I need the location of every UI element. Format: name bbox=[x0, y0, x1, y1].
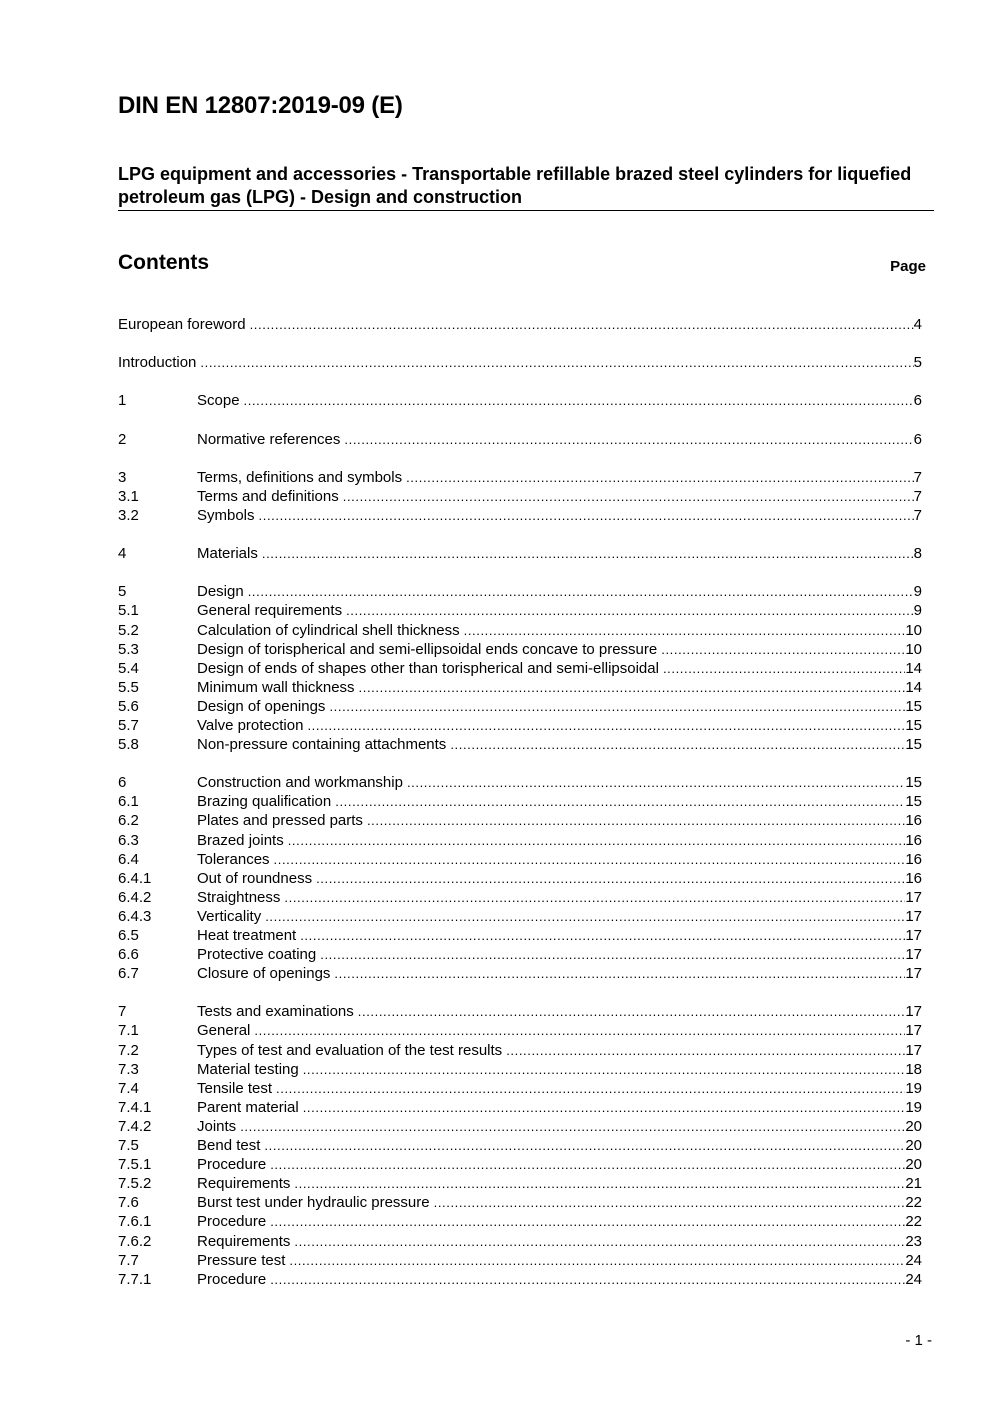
toc-entry-page: 16 bbox=[905, 812, 922, 830]
toc-entry[interactable] bbox=[118, 487, 922, 506]
toc-dot-leader bbox=[367, 811, 905, 830]
toc-entry-page: 17 bbox=[905, 888, 922, 906]
toc-dot-leader bbox=[294, 1174, 905, 1193]
toc-entry-number: 3.1 bbox=[118, 487, 139, 505]
toc-entry-number: 3.2 bbox=[118, 506, 139, 524]
toc-entry-label: Closure of openings bbox=[197, 965, 331, 983]
toc-entry[interactable] bbox=[118, 907, 922, 926]
toc-dot-leader bbox=[270, 1155, 905, 1174]
toc-group bbox=[118, 391, 922, 410]
toc-entry[interactable] bbox=[118, 1155, 922, 1174]
toc-entry-number: 6.2 bbox=[118, 812, 139, 830]
toc-entry-label: Requirements bbox=[197, 1232, 291, 1250]
toc-entry-label: Material testing bbox=[197, 1060, 299, 1078]
toc-entry-label: Introduction bbox=[118, 354, 197, 372]
toc-dot-leader bbox=[288, 831, 906, 850]
toc-entry-page: 9 bbox=[913, 602, 922, 620]
toc-group bbox=[118, 544, 922, 563]
table-of-contents bbox=[118, 315, 922, 1308]
toc-entry[interactable] bbox=[118, 1232, 922, 1251]
toc-entry[interactable] bbox=[118, 945, 922, 964]
toc-entry[interactable] bbox=[118, 1270, 922, 1289]
toc-entry[interactable] bbox=[118, 735, 922, 754]
toc-group bbox=[118, 430, 922, 449]
toc-entry-label: Design of ends of shapes other than torispherical and semi-ellipsoidal bbox=[197, 659, 659, 677]
toc-dot-leader bbox=[289, 1251, 905, 1270]
toc-entry[interactable] bbox=[118, 831, 922, 850]
toc-entry[interactable] bbox=[118, 716, 922, 735]
toc-entry-label: Procedure bbox=[197, 1270, 267, 1288]
toc-entry-number: 7.7.1 bbox=[118, 1270, 152, 1288]
toc-entry-page: 16 bbox=[905, 850, 922, 868]
toc-dot-leader bbox=[248, 582, 914, 601]
doc-title: LPG equipment and accessories - Transportable refillable brazed steel cylinders for liquefied petroleum gas (LPG) - Design and construction bbox=[118, 164, 912, 207]
toc-entry-label: Valve protection bbox=[197, 716, 304, 734]
toc-entry-number: 1 bbox=[118, 392, 127, 410]
toc-entry-page: 19 bbox=[905, 1079, 922, 1097]
toc-entry-page: 7 bbox=[913, 487, 922, 505]
toc-entry[interactable] bbox=[118, 1002, 922, 1021]
toc-dot-leader bbox=[254, 1021, 905, 1040]
toc-entry-number: 7.5 bbox=[118, 1137, 139, 1155]
toc-entry-label: European foreword bbox=[118, 316, 246, 333]
toc-entry-label: Tests and examinations bbox=[197, 1003, 354, 1021]
toc-entry-number: 7.7 bbox=[118, 1251, 139, 1269]
toc-dot-leader bbox=[359, 678, 906, 697]
toc-entry[interactable] bbox=[118, 1136, 922, 1155]
toc-entry-number: 7.4.1 bbox=[118, 1098, 152, 1116]
toc-dot-leader bbox=[240, 1117, 905, 1136]
toc-entry-label: Parent material bbox=[197, 1098, 299, 1116]
toc-entry[interactable] bbox=[118, 1021, 922, 1040]
toc-entry[interactable] bbox=[118, 869, 922, 888]
toc-dot-leader bbox=[294, 1232, 905, 1251]
toc-entry[interactable] bbox=[118, 601, 922, 620]
toc-entry-number: 7.5.1 bbox=[118, 1156, 152, 1174]
toc-entry-number: 5 bbox=[118, 583, 127, 601]
toc-entry-number: 7 bbox=[118, 1003, 127, 1021]
toc-entry-page: 18 bbox=[905, 1060, 922, 1078]
toc-entry-label: Brazed joints bbox=[197, 831, 284, 849]
toc-entry[interactable] bbox=[118, 391, 922, 410]
toc-entry-label: Symbols bbox=[197, 506, 255, 524]
toc-dot-leader bbox=[303, 1098, 906, 1117]
toc-entry-label: Tensile test bbox=[197, 1079, 273, 1097]
toc-entry-number: 5.1 bbox=[118, 602, 139, 620]
toc-entry[interactable] bbox=[118, 621, 922, 640]
toc-entry[interactable] bbox=[118, 1098, 922, 1117]
toc-dot-leader bbox=[270, 1212, 905, 1231]
toc-entry-label: Design of torispherical and semi-ellipsoidal ends concave to pressure bbox=[197, 640, 658, 658]
toc-group bbox=[118, 1002, 922, 1288]
toc-dot-leader bbox=[274, 850, 906, 869]
toc-entry-number: 7.6.1 bbox=[118, 1213, 152, 1231]
toc-dot-leader bbox=[344, 430, 913, 449]
toc-entry[interactable] bbox=[118, 678, 922, 697]
toc-entry-page: 21 bbox=[905, 1175, 922, 1193]
toc-entry-page: 14 bbox=[905, 659, 922, 677]
toc-entry[interactable] bbox=[118, 315, 922, 334]
toc-dot-leader bbox=[335, 792, 905, 811]
toc-entry-number: 6.7 bbox=[118, 965, 139, 983]
toc-group bbox=[118, 353, 922, 372]
toc-entry-label: General requirements bbox=[197, 602, 343, 620]
toc-entry[interactable] bbox=[118, 544, 922, 563]
toc-entry-page: 8 bbox=[913, 545, 922, 563]
toc-dot-leader bbox=[307, 716, 905, 735]
toc-entry-page: 23 bbox=[905, 1232, 922, 1250]
toc-dot-leader bbox=[264, 1136, 905, 1155]
toc-dot-leader bbox=[406, 468, 914, 487]
toc-entry[interactable] bbox=[118, 1079, 922, 1098]
toc-entry[interactable] bbox=[118, 926, 922, 945]
toc-entry-number: 6.4.1 bbox=[118, 869, 152, 887]
toc-entry[interactable] bbox=[118, 1041, 922, 1060]
toc-entry[interactable] bbox=[118, 353, 922, 372]
toc-dot-leader bbox=[250, 315, 914, 334]
toc-entry-page: 14 bbox=[905, 678, 922, 696]
toc-entry-label: Minimum wall thickness bbox=[197, 678, 355, 696]
toc-entry-label: Procedure bbox=[197, 1156, 267, 1174]
toc-dot-leader bbox=[276, 1079, 905, 1098]
toc-entry-label: Scope bbox=[197, 392, 240, 410]
toc-entry-label: Construction and workmanship bbox=[197, 774, 403, 792]
toc-entry-page: 6 bbox=[913, 392, 922, 410]
toc-group bbox=[118, 468, 922, 525]
contents-heading: Contents bbox=[118, 251, 209, 274]
toc-entry-number: 7.6.2 bbox=[118, 1232, 152, 1250]
toc-dot-leader bbox=[450, 735, 905, 754]
toc-entry-page: 17 bbox=[905, 946, 922, 964]
toc-entry[interactable] bbox=[118, 1251, 922, 1270]
toc-entry[interactable] bbox=[118, 430, 922, 449]
toc-entry-number: 7.4 bbox=[118, 1079, 139, 1097]
toc-dot-leader bbox=[661, 640, 905, 659]
toc-entry-label: General bbox=[197, 1022, 251, 1040]
toc-entry[interactable] bbox=[118, 811, 922, 830]
page-number: - 1 - bbox=[905, 1332, 932, 1349]
toc-dot-leader bbox=[329, 697, 905, 716]
toc-entry-label: Tolerances bbox=[197, 850, 270, 868]
toc-dot-leader bbox=[343, 487, 914, 506]
toc-entry-number: 5.3 bbox=[118, 640, 139, 658]
toc-entry[interactable] bbox=[118, 964, 922, 983]
toc-entry-label: Verticality bbox=[197, 907, 262, 925]
toc-group bbox=[118, 582, 922, 754]
page-column-heading: Page bbox=[890, 258, 926, 275]
toc-dot-leader bbox=[316, 869, 905, 888]
toc-entry-number: 6.6 bbox=[118, 946, 139, 964]
toc-dot-leader bbox=[464, 621, 906, 640]
toc-entry-number: 5.6 bbox=[118, 697, 139, 715]
toc-entry-page: 15 bbox=[905, 793, 922, 811]
toc-entry-page: 15 bbox=[905, 774, 922, 792]
toc-entry-label: Terms, definitions and symbols bbox=[197, 468, 403, 486]
toc-group bbox=[118, 315, 922, 334]
toc-dot-leader bbox=[259, 506, 914, 525]
toc-dot-leader bbox=[270, 1270, 905, 1289]
toc-entry-number: 6.4 bbox=[118, 850, 139, 868]
toc-entry-label: Protective coating bbox=[197, 946, 317, 964]
toc-entry-page: 20 bbox=[905, 1117, 922, 1135]
toc-entry-number: 2 bbox=[118, 430, 127, 448]
toc-entry-page: 17 bbox=[905, 1003, 922, 1021]
toc-entry[interactable] bbox=[118, 468, 922, 487]
toc-dot-leader bbox=[262, 544, 914, 563]
toc-entry-page: 5 bbox=[913, 354, 922, 372]
toc-entry-page: 17 bbox=[905, 1022, 922, 1040]
toc-entry-label: Out of roundness bbox=[197, 869, 313, 887]
toc-entry-label: Joints bbox=[197, 1117, 237, 1135]
toc-entry-page: 16 bbox=[905, 869, 922, 887]
toc-entry[interactable] bbox=[118, 773, 922, 792]
toc-entry[interactable] bbox=[118, 792, 922, 811]
toc-dot-leader bbox=[663, 659, 905, 678]
toc-entry-page: 22 bbox=[905, 1194, 922, 1212]
toc-entry-label: Design of openings bbox=[197, 697, 326, 715]
toc-entry-page: 17 bbox=[905, 965, 922, 983]
toc-dot-leader bbox=[334, 964, 905, 983]
toc-entry-page: 10 bbox=[905, 640, 922, 658]
toc-entry-page: 19 bbox=[905, 1098, 922, 1116]
toc-dot-leader bbox=[284, 888, 905, 907]
toc-entry-page: 15 bbox=[905, 697, 922, 715]
toc-dot-leader bbox=[300, 926, 905, 945]
toc-entry-number: 7.2 bbox=[118, 1041, 139, 1059]
toc-entry-number: 7.6 bbox=[118, 1194, 139, 1212]
toc-entry[interactable] bbox=[118, 582, 922, 601]
toc-entry-number: 6.3 bbox=[118, 831, 139, 849]
toc-entry-number: 6.1 bbox=[118, 793, 139, 811]
toc-entry[interactable] bbox=[118, 640, 922, 659]
toc-entry-page: 10 bbox=[905, 621, 922, 639]
toc-entry-page: 24 bbox=[905, 1251, 922, 1269]
toc-entry-label: Materials bbox=[197, 545, 258, 563]
toc-entry-label: Bend test bbox=[197, 1137, 261, 1155]
toc-entry-page: 4 bbox=[913, 316, 922, 333]
toc-entry-number: 6.4.2 bbox=[118, 888, 152, 906]
toc-entry-number: 6 bbox=[118, 774, 127, 792]
toc-entry-label: Straightness bbox=[197, 888, 281, 906]
toc-entry-label: Requirements bbox=[197, 1175, 291, 1193]
toc-dot-leader bbox=[346, 601, 914, 620]
toc-entry-number: 6.5 bbox=[118, 927, 139, 944]
toc-entry-label: Pressure test bbox=[197, 1251, 286, 1269]
title-rule bbox=[118, 210, 934, 211]
toc-dot-leader bbox=[434, 1193, 906, 1212]
toc-entry-page: 16 bbox=[905, 831, 922, 849]
toc-entry-label: Terms and definitions bbox=[197, 487, 339, 505]
toc-entry-number: 7.1 bbox=[118, 1022, 139, 1040]
toc-entry-number: 3 bbox=[118, 468, 127, 486]
toc-entry[interactable] bbox=[118, 659, 922, 678]
toc-entry-label: Brazing qualification bbox=[197, 793, 332, 811]
toc-entry-label: Non-pressure containing attachments bbox=[197, 736, 447, 754]
toc-entry[interactable] bbox=[118, 506, 922, 525]
toc-entry-number: 5.4 bbox=[118, 659, 139, 677]
doc-id: DIN EN 12807:2019-09 (E) bbox=[118, 92, 403, 119]
toc-entry-label: Plates and pressed parts bbox=[197, 812, 363, 830]
toc-entry-label: Types of test and evaluation of the test results bbox=[197, 1041, 503, 1059]
toc-entry-label: Design bbox=[197, 583, 244, 601]
toc-entry-label: Procedure bbox=[197, 1213, 267, 1231]
toc-entry[interactable] bbox=[118, 850, 922, 869]
toc-entry[interactable] bbox=[118, 1060, 922, 1079]
toc-entry-number: 7.4.2 bbox=[118, 1117, 152, 1135]
toc-dot-leader bbox=[358, 1002, 906, 1021]
toc-dot-leader bbox=[303, 1060, 906, 1079]
toc-entry-page: 20 bbox=[905, 1137, 922, 1155]
toc-entry-page: 20 bbox=[905, 1156, 922, 1174]
toc-entry[interactable] bbox=[118, 1117, 922, 1136]
toc-entry-label: Heat treatment bbox=[197, 927, 297, 944]
toc-entry-number: 4 bbox=[118, 545, 127, 563]
toc-entry-page: 17 bbox=[905, 1041, 922, 1059]
toc-entry-number: 5.8 bbox=[118, 736, 139, 754]
toc-dot-leader bbox=[244, 391, 914, 410]
toc-dot-leader bbox=[200, 353, 913, 372]
toc-entry-number: 7.3 bbox=[118, 1060, 139, 1078]
toc-entry-page: 7 bbox=[913, 468, 922, 486]
toc-dot-leader bbox=[320, 945, 905, 964]
toc-entry-page: 6 bbox=[913, 430, 922, 448]
toc-entry-page: 24 bbox=[905, 1270, 922, 1288]
toc-entry-number: 5.5 bbox=[118, 678, 139, 696]
toc-entry-page: 15 bbox=[905, 736, 922, 754]
toc-entry-number: 7.5.2 bbox=[118, 1175, 152, 1193]
toc-entry[interactable] bbox=[118, 697, 922, 716]
toc-entry-number: 5.7 bbox=[118, 716, 139, 734]
toc-entry-page: 22 bbox=[905, 1213, 922, 1231]
toc-dot-leader bbox=[407, 773, 905, 792]
toc-entry-label: Normative references bbox=[197, 430, 341, 448]
toc-entry[interactable] bbox=[118, 1212, 922, 1231]
toc-entry-page: 15 bbox=[905, 716, 922, 734]
toc-entry-label: Burst test under hydraulic pressure bbox=[197, 1194, 430, 1212]
toc-entry-page: 9 bbox=[913, 583, 922, 601]
toc-entry-number: 6.4.3 bbox=[118, 907, 152, 925]
toc-entry[interactable] bbox=[118, 1193, 922, 1212]
toc-dot-leader bbox=[506, 1041, 905, 1060]
toc-entry-page: 17 bbox=[905, 907, 922, 925]
toc-group bbox=[118, 773, 922, 983]
toc-entry-label: Calculation of cylindrical shell thickness bbox=[197, 621, 460, 639]
toc-dot-leader bbox=[265, 907, 905, 926]
toc-entry-page: 7 bbox=[913, 506, 922, 524]
toc-entry[interactable] bbox=[118, 1174, 922, 1193]
toc-entry-number: 5.2 bbox=[118, 621, 139, 639]
toc-entry-page: 17 bbox=[905, 927, 922, 944]
toc-entry[interactable] bbox=[118, 888, 922, 907]
